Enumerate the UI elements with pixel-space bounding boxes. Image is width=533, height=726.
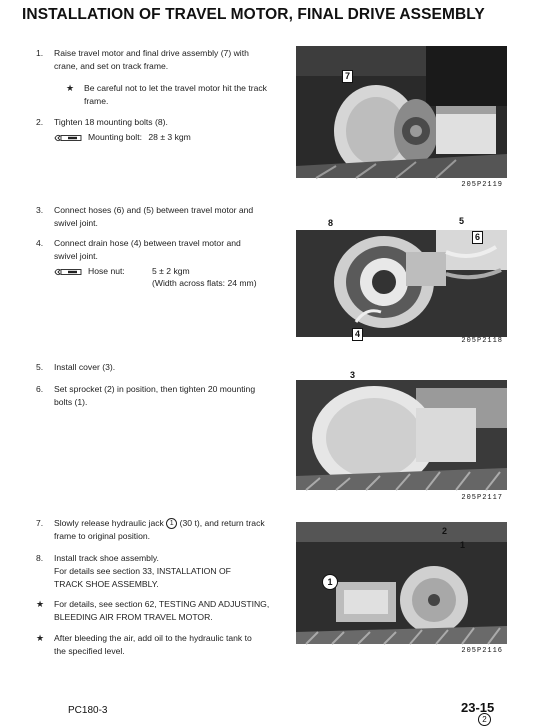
note-text: the specified level.: [54, 646, 125, 656]
spec-value: 28 ± 3 kgm: [148, 132, 191, 142]
callout-jack-1: 1: [322, 574, 338, 590]
torque-wrench-icon: [54, 133, 82, 143]
photo-image: [296, 46, 507, 191]
torque-wrench-icon: [54, 267, 82, 277]
step-text: [54, 517, 265, 530]
step-text: Connect drain hose (4) between travel motor and: [54, 238, 241, 248]
step-text: swivel joint.: [54, 218, 98, 228]
step-number: 6.: [36, 384, 44, 394]
step-2: [36, 116, 291, 146]
photo-caption: 205P2117: [461, 494, 503, 502]
step-4: [36, 237, 291, 287]
step-5: [36, 361, 291, 375]
step-text: For details see section 33, INSTALLATION OF: [54, 566, 231, 576]
step-number: 4.: [36, 238, 44, 248]
callout-5: 5: [459, 216, 465, 226]
photo-hoses: [296, 212, 507, 347]
photo-sprocket: [296, 522, 507, 657]
photo-caption: 205P2118: [461, 337, 503, 345]
note-text: frame.: [84, 96, 109, 106]
torque-spec: [54, 265, 125, 278]
footer-revision-badge: 2: [478, 713, 491, 726]
step-text: frame to original position.: [54, 531, 151, 541]
footer-model: PC180-3: [68, 705, 108, 716]
step-number: 5.: [36, 362, 44, 372]
note-text: For details, see section 62, TESTING AND ADJUSTING,: [54, 599, 270, 609]
callout-2: 2: [442, 526, 448, 536]
jack-number-badge: 1: [166, 518, 177, 529]
note-testing: [36, 598, 296, 628]
footer-page-number: 23-15: [461, 700, 495, 715]
photo-cover: [296, 368, 507, 504]
step-number: 8.: [36, 553, 44, 563]
callout-8: 8: [328, 218, 334, 228]
step-text: TRACK SHOE ASSEMBLY.: [54, 579, 159, 589]
callout-4: 4: [352, 328, 363, 341]
callout-3: 3: [350, 370, 356, 380]
note-oil: [36, 632, 296, 662]
step-text: bolts (1).: [54, 397, 88, 407]
step-number: 3.: [36, 205, 44, 215]
note-text: After bleeding the air, add oil to the hydraulic tank to: [54, 633, 252, 643]
step-6: [36, 383, 291, 413]
spec-value: 5 ± 2 kgm: [152, 266, 190, 276]
note-text: BLEEDING AIR FROM TRAVEL MOTOR.: [54, 612, 213, 622]
star-icon: ★: [36, 599, 45, 609]
step-text: Connect hoses (6) and (5) between travel motor and: [54, 205, 254, 215]
note-text: Be careful not to let the travel motor hit the track: [84, 83, 267, 93]
step-text: Set sprocket (2) in position, then tighten 20 mounting: [54, 384, 256, 394]
step-text: crane, and set on track frame.: [54, 61, 169, 71]
photo-caption: 205P2119: [461, 181, 503, 189]
spec-label: Hose nut:: [88, 266, 125, 276]
step-text: swivel joint.: [54, 251, 98, 261]
page-title: INSTALLATION OF TRAVEL MOTOR, FINAL DRIVE ASSEMBLY: [22, 6, 485, 23]
step-number: 1.: [36, 48, 44, 58]
step-number: 2.: [36, 117, 44, 127]
spec-note: (Width across flats: 24 mm): [152, 278, 257, 288]
photo-travel-motor-lift: [296, 46, 507, 191]
step-1: [36, 47, 291, 77]
step-text-part: Slowly release hydraulic jack: [54, 518, 164, 528]
step-7: [36, 517, 291, 547]
step-text: Install track shoe assembly.: [54, 553, 159, 563]
star-icon: ★: [36, 633, 45, 643]
step-text: Tighten 18 mounting bolts (8).: [54, 117, 168, 127]
step-text: Raise travel motor and final drive assembly (7) with: [54, 48, 249, 58]
step-text: Install cover (3).: [54, 362, 116, 372]
step-8: [36, 552, 291, 594]
star-icon: ★: [66, 83, 75, 93]
step-3: [36, 204, 291, 234]
photo-image: [296, 368, 507, 504]
step-number: 7.: [36, 518, 44, 528]
torque-spec: [54, 131, 191, 144]
callout-6: 6: [472, 231, 483, 244]
callout-7: 7: [342, 70, 353, 83]
spec-label: Mounting bolt:: [88, 132, 142, 142]
callout-1: 1: [460, 540, 466, 550]
photo-caption: 205P2116: [461, 647, 503, 655]
note-step-1: [66, 82, 291, 112]
step-text-part: (30 t), and return track: [179, 518, 265, 528]
